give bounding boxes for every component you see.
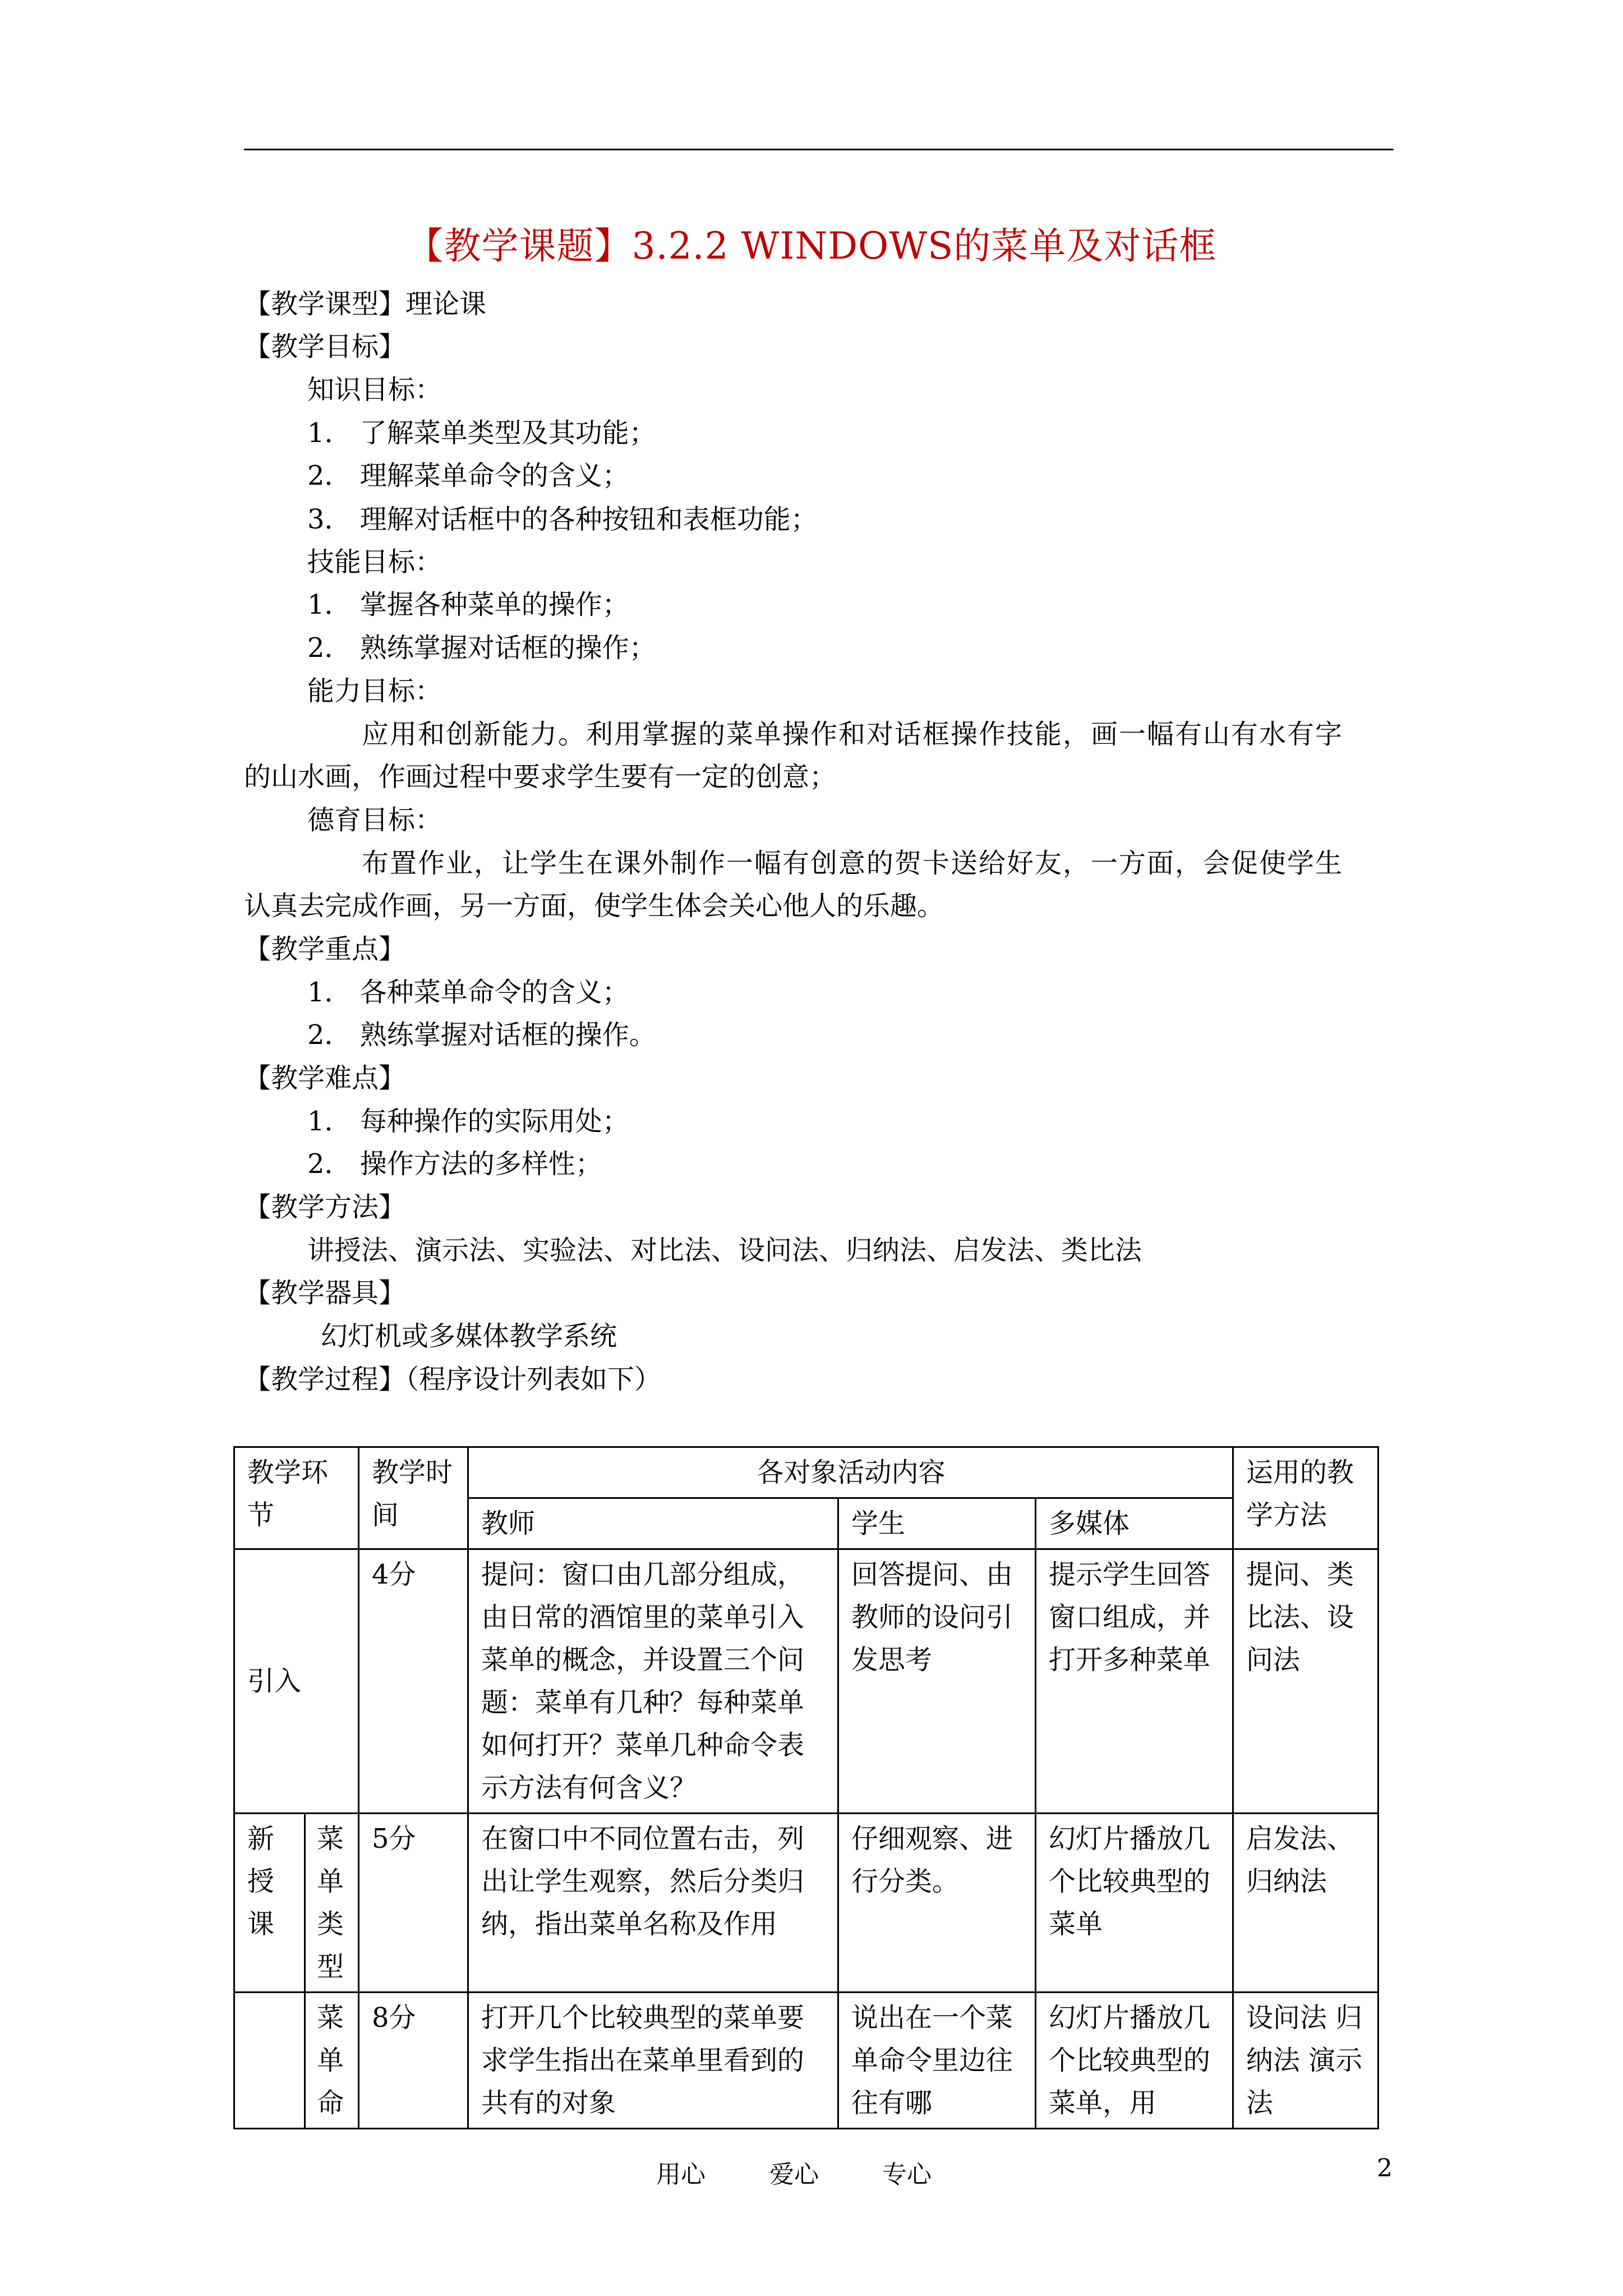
stage-cell: [234, 1993, 305, 2129]
teacher-cell: 打开几个比较典型的菜单要求学生指出在菜单里看到的共有的对象: [468, 1993, 838, 2129]
method-list: 讲授法、演示法、实验法、对比法、设问法、归纳法、启发法、类比法: [307, 1235, 1142, 1266]
footer-text: 专心: [882, 2160, 932, 2189]
header-rule: [244, 149, 1394, 150]
header-media: 多媒体: [1036, 1498, 1233, 1549]
process-heading: 【教学过程】（程序设计列表如下）: [244, 1364, 662, 1395]
skill-item: 1． 掌握各种菜单的操作；: [307, 589, 629, 620]
difficulty-item: 1． 每种操作的实际用处；: [307, 1106, 629, 1137]
student-cell: 回答提问、由教师的设问引发思考: [838, 1549, 1036, 1814]
moral-text: 认真去完成作画，另一方面，使学生体会关心他人的乐趣。: [244, 890, 944, 922]
substage-cell: 菜单类型: [305, 1814, 359, 1993]
table-row: [234, 1549, 1378, 1814]
table-row: [234, 1814, 1378, 1993]
footer-text: 爱心: [769, 2160, 819, 2189]
stage-cell: 引入: [234, 1549, 359, 1814]
time-cell: 8分: [359, 1993, 468, 2129]
skill-heading: 技能目标：: [307, 546, 442, 578]
method-cell: 设问法 归纳法 演示法: [1233, 1993, 1378, 2129]
header-student: 学生: [838, 1498, 1036, 1549]
header-time: 教学时间: [359, 1447, 468, 1549]
time-cell: 5分: [359, 1814, 468, 1993]
lesson-type: 【教学课型】理论课: [244, 288, 487, 320]
knowledge-item: 3． 理解对话框中的各种按钮和表框功能；: [307, 504, 818, 535]
moral-heading: 德育目标：: [307, 804, 442, 836]
time-cell: 4分: [359, 1549, 468, 1814]
knowledge-item: 1． 了解菜单类型及其功能；: [307, 417, 656, 449]
footer-text: 用心: [656, 2160, 706, 2189]
moral-text: 布置作业，让学生在课外制作一幅有创意的贺卡送给好友，一方面，会促使学生: [362, 848, 1344, 879]
page-number: 2: [1377, 2154, 1393, 2183]
ability-text: 的山水画，作画过程中要求学生要有一定的创意；: [244, 761, 837, 793]
substage-cell: 菜单命: [305, 1993, 359, 2129]
header-activity: 各对象活动内容: [468, 1447, 1233, 1498]
media-cell: 提示学生回答窗口组成，并打开多种菜单: [1036, 1549, 1233, 1814]
tools-heading: 【教学器具】: [244, 1277, 406, 1309]
ability-text: 应用和创新能力。利用掌握的菜单操作和对话框操作技能，画一幅有山有水有字: [362, 719, 1344, 750]
stage-cell: 新授课: [234, 1814, 305, 1993]
teacher-cell: 在窗口中不同位置右击，列出让学生观察，然后分类归纳，指出菜单名称及作用: [468, 1814, 838, 1993]
method-cell: 启发法、归纳法: [1233, 1814, 1378, 1993]
page-title: 【教学课题】3.2.2 WINDOWS的菜单及对话框: [406, 224, 1217, 268]
skill-item: 2． 熟练掌握对话框的操作；: [307, 632, 656, 664]
knowledge-heading: 知识目标：: [307, 374, 442, 406]
difficulty-item: 2． 操作方法的多样性；: [307, 1148, 602, 1180]
table-row: [234, 1993, 1378, 2129]
header-teacher: 教师: [468, 1498, 838, 1549]
method-cell: 提问、类比法、设问法: [1233, 1549, 1378, 1814]
ability-heading: 能力目标：: [307, 675, 442, 707]
table-header-row: [234, 1447, 1378, 1498]
knowledge-item: 2． 理解菜单命令的含义；: [307, 460, 629, 491]
method-heading: 【教学方法】: [244, 1191, 406, 1223]
student-cell: 仔细观察、进行分类。: [838, 1814, 1036, 1993]
header-stage: 教学环节: [234, 1447, 359, 1549]
header-method: 运用的教学方法: [1233, 1447, 1378, 1549]
tools-text: 幻灯机或多媒体教学系统: [321, 1320, 617, 1352]
student-cell: 说出在一个菜单命令里边往往有哪: [838, 1993, 1036, 2129]
process-table: [233, 1446, 1379, 2129]
media-cell: 幻灯片播放几个比较典型的菜单: [1036, 1814, 1233, 1993]
goal-heading: 【教学目标】: [244, 331, 406, 362]
media-cell: 幻灯片播放几个比较典型的菜单，用: [1036, 1993, 1233, 2129]
key-heading: 【教学重点】: [244, 933, 406, 965]
key-item: 1． 各种菜单命令的含义；: [307, 977, 629, 1008]
key-item: 2． 熟练掌握对话框的操作。: [307, 1019, 656, 1051]
difficulty-heading: 【教学难点】: [244, 1062, 406, 1094]
teacher-cell: 提问：窗口由几部分组成，由日常的酒馆里的菜单引入菜单的概念，并设置三个问题：菜单有几种？每种菜单如何打开？菜单几种命令表示方法有何含义？: [468, 1549, 838, 1814]
